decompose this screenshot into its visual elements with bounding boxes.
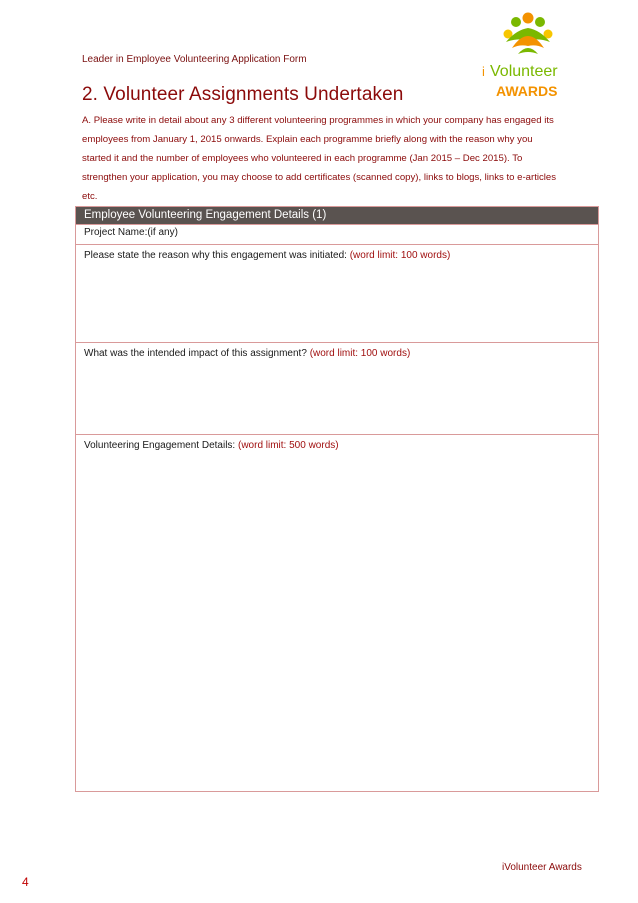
logo-brand-i: i: [482, 64, 485, 79]
page-number: 4: [22, 875, 29, 889]
details-field[interactable]: [76, 435, 598, 793]
impact-word-limit: (word limit: 100 words): [309, 348, 411, 359]
project-name-field[interactable]: [76, 225, 598, 245]
document-header-title: Leader in Employee Volunteering Application Form: [82, 54, 307, 65]
project-name-label: Project Name:(if any): [84, 227, 178, 238]
table-header: Employee Volunteering Engagement Details (1): [76, 207, 598, 225]
section-instructions: A. Please write in detail about any 3 different volunteering programmes in which your company has engaged its employees from January 1, 2015 onwards. Explain each programme briefly along with the reason why you started it and the number of employees who volunteered in each programme (Jan 2015 – Dec 2015). To strengthen your application, you may choose to add certificates (scanned copy), links to blogs, links to e-articles etc.: [82, 115, 557, 202]
logo-brand-word: Volunteer: [490, 63, 558, 80]
logo-brand-sub: AWARDS: [496, 83, 558, 99]
details-label: Volunteering Engagement Details:: [84, 440, 238, 451]
impact-label: What was the intended impact of this assignment?: [84, 348, 310, 359]
logo-graphic: [478, 12, 578, 104]
engagement-details-table: [75, 206, 599, 792]
ivolunteer-awards-logo: [478, 12, 578, 104]
section-heading: 2. Volunteer Assignments Undertaken: [82, 84, 404, 105]
details-word-limit: (word limit: 500 words): [238, 440, 339, 451]
reason-word-limit: (word limit: 100 words): [349, 250, 451, 261]
reason-field[interactable]: [76, 245, 598, 343]
reason-label: Please state the reason why this engagement was initiated:: [84, 250, 350, 261]
impact-field[interactable]: [76, 343, 598, 435]
footer-brand: iVolunteer Awards: [502, 862, 582, 873]
